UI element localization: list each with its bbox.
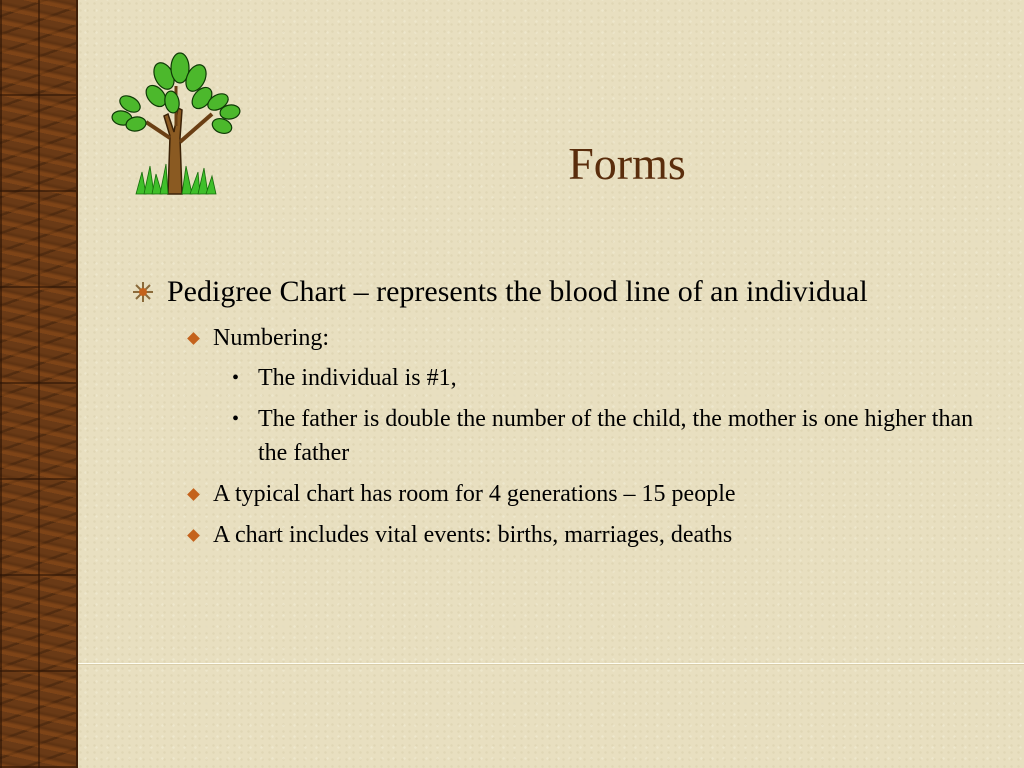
bullet-vital-events: A chart includes vital events: births, marriages, deaths [213, 522, 733, 548]
bullet-dot: • [232, 367, 240, 389]
slide-title: Forms [568, 138, 686, 189]
footer-divider [78, 663, 1024, 664]
diamond-icon [187, 488, 200, 501]
bullet-individual-number: The individual is #1, [258, 365, 457, 391]
bullet-numbering: Numbering: [213, 325, 329, 351]
bullet-father-mother-rule: The father is double the number of the child, the mother is one higher than the father [258, 406, 974, 466]
bullet-pedigree-chart: Pedigree Chart – represents the blood line of an individual [167, 275, 868, 308]
bullet-generations: A typical chart has room for 4 generations – 15 people [213, 481, 736, 507]
bullet-dot: • [232, 408, 240, 430]
diamond-icon [187, 529, 200, 542]
star-burst-icon [132, 281, 154, 303]
diamond-icon [187, 332, 200, 345]
